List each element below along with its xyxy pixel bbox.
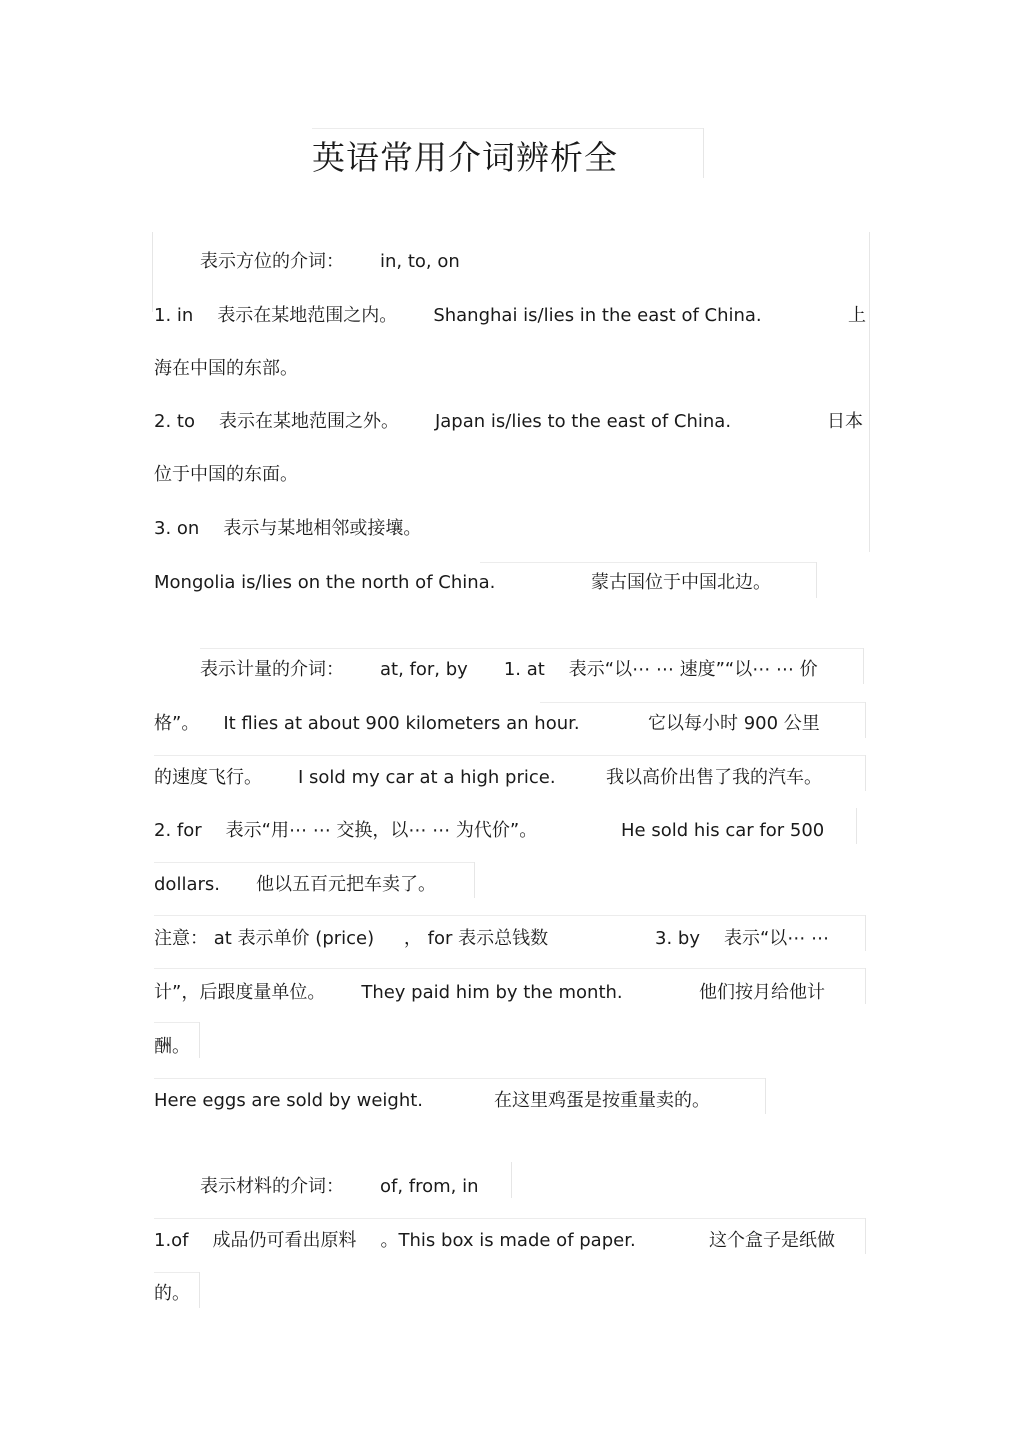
entry-to: 2. to 表示在某地范围之外。 Japan is/lies to the east of China.: [154, 411, 732, 432]
entry-by-translation-2: 在这里鸡蛋是按重量卖的。: [494, 1090, 710, 1111]
entry-on-example: Mongolia is/lies on the north of China.: [154, 572, 496, 593]
entry-for-example-cont: dollars. 他以五百元把车卖了。: [154, 874, 436, 895]
page-title: 英语常用介词辨析全: [312, 138, 618, 177]
entry-to-tail: 日本: [827, 411, 863, 432]
section-heading-measure: 表示计量的介词： at, for, by 1. at 表示“以⋯ ⋯ 速度”“以⋯ ⋯ 价: [200, 659, 818, 680]
entry-by-translation-cont: 酬。: [154, 1036, 190, 1057]
section-heading-material: 表示材料的介词： of, from, in: [200, 1176, 479, 1197]
note-line: 注意： at 表示单价 (price) ， for 表示总钱数: [154, 928, 549, 949]
entry-by-translation: 他们按月给他计: [699, 982, 825, 1003]
entry-in-tail: 上: [848, 305, 866, 326]
entry-in: 1. in 表示在某地范围之内。 Shanghai is/lies in the east of China.: [154, 305, 762, 326]
section-heading-position: 表示方位的介词： in, to, on: [200, 251, 460, 272]
entry-at-example: 格”。 It flies at about 900 kilometers an hour.: [154, 713, 580, 734]
entry-for-example: He sold his car for 500: [621, 820, 825, 841]
entry-at-translation-2: 我以高价出售了我的汽车。: [606, 767, 822, 788]
entry-by-example-2: Here eggs are sold by weight.: [154, 1090, 424, 1111]
entry-of-translation-cont: 的。: [154, 1283, 190, 1304]
entry-of: 1.of 成品仍可看出原料 。This box is made of paper.: [154, 1230, 636, 1251]
entry-of-translation: 这个盒子是纸做: [709, 1230, 835, 1251]
entry-at-example-2: 的速度飞行。 I sold my car at a high price.: [154, 767, 556, 788]
entry-on-translation: 蒙古国位于中国北边。: [591, 572, 771, 593]
entry-to-translation: 位于中国的东面。: [154, 464, 298, 485]
entry-by: 3. by 表示“以⋯ ⋯: [655, 928, 830, 949]
entry-in-translation: 海在中国的东部。: [154, 358, 298, 379]
entry-on: 3. on 表示与某地相邻或接壤。: [154, 518, 422, 539]
entry-for: 2. for 表示“用⋯ ⋯ 交换，以⋯ ⋯ 为代价”。: [154, 820, 538, 841]
entry-by-example: 计”，后跟度量单位。 They paid him by the month.: [154, 982, 623, 1003]
entry-at-translation: 它以每小时 900 公里: [648, 713, 820, 734]
